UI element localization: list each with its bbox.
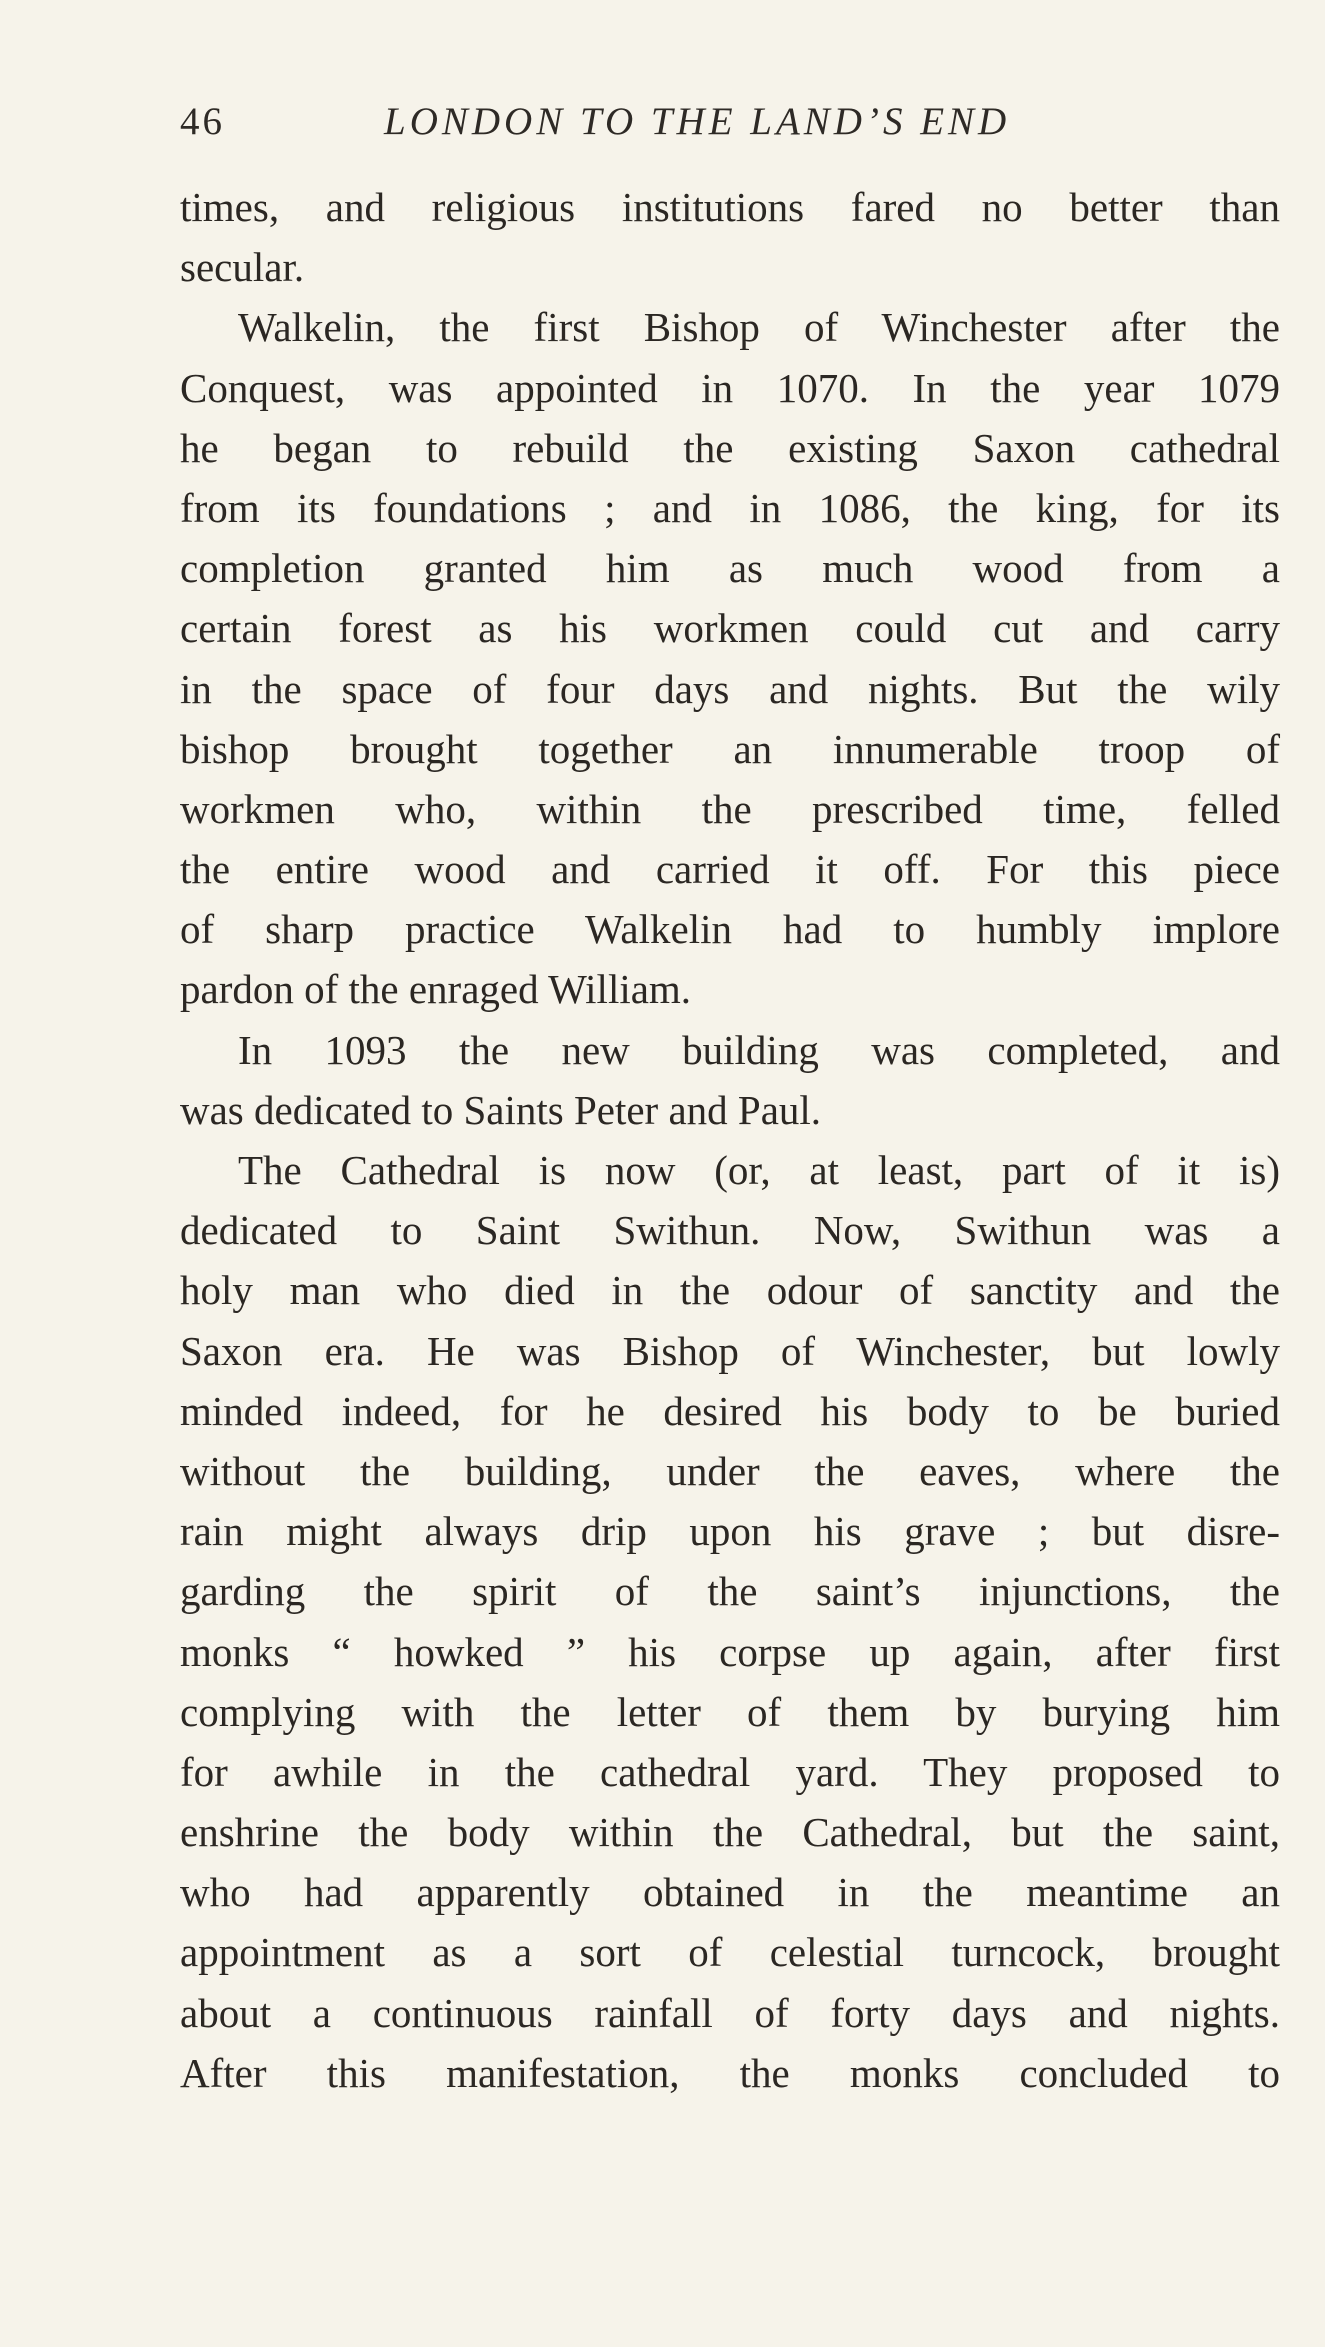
text-line: who had apparently obtained in the meantime an [180, 1869, 1280, 1916]
text-line: certain forest as his workmen could cut and carry [180, 605, 1280, 652]
text-line: In 1093 the new building was completed, and [238, 1026, 1280, 1073]
text-line: of sharp practice Walkelin had to humbly implore [180, 906, 1280, 953]
body-text [180, 177, 1280, 2103]
text-line: without the building, under the eaves, where the [180, 1447, 1280, 1494]
text-line: minded indeed, for he desired his body to be buried [180, 1387, 1280, 1434]
text-line: times, and religious institutions fared no better than [180, 184, 1280, 230]
text-line: Saxon era. He was Bishop of Winchester, but lowly [180, 1327, 1280, 1374]
text-line: workmen who, within the prescribed time, felled [180, 785, 1280, 832]
text-line: garding the spirit of the saint’s injunctions, the [180, 1568, 1280, 1615]
text-line: dedicated to Saint Swithun. Now, Swithun was a [180, 1207, 1280, 1254]
text-line: for awhile in the cathedral yard. They proposed to [180, 1748, 1280, 1795]
text-line: bishop brought together an innumerable troop of [180, 725, 1280, 772]
text-line: monks “ howked ” his corpse up again, after first [180, 1628, 1280, 1675]
text-line: in the space of four days and nights. But the wily [180, 665, 1280, 712]
text-line: complying with the letter of them by burying him [180, 1688, 1280, 1735]
text-line: After this manifestation, the monks concluded to [180, 2049, 1280, 2096]
running-head [180, 92, 1280, 152]
text-line: was dedicated to Saints Peter and Paul. [180, 1086, 822, 1133]
text-line: about a continuous rainfall of forty days and nights. [180, 1989, 1280, 2036]
text-line: enshrine the body within the Cathedral, but the saint, [180, 1809, 1280, 1856]
text-line: Conquest, was appointed in 1070. In the year 1079 [180, 364, 1280, 411]
text-line: from its foundations ; and in 1086, the king, for its [180, 484, 1280, 531]
text-line: Walkelin, the first Bishop of Winchester after the [238, 304, 1280, 351]
text-line: secular. [180, 244, 305, 291]
text-line: rain might always drip upon his grave ; but disre- [180, 1508, 1280, 1555]
text-line: completion granted him as much wood from a [180, 545, 1280, 592]
text-line: holy man who died in the odour of sanctity and the [180, 1267, 1280, 1314]
text-line: the entire wood and carried it off. For this piece [180, 846, 1280, 893]
text-line: he began to rebuild the existing Saxon cathedral [180, 424, 1280, 471]
text-line: appointment as a sort of celestial turncock, brought [180, 1929, 1280, 1976]
text-line: pardon of the enraged William. [180, 966, 692, 1013]
running-title: LONDON TO THE LAND’S END [384, 100, 1011, 143]
text-line: The Cathedral is now (or, at least, part of it is) [238, 1147, 1280, 1193]
page-number: 46 [180, 100, 225, 143]
